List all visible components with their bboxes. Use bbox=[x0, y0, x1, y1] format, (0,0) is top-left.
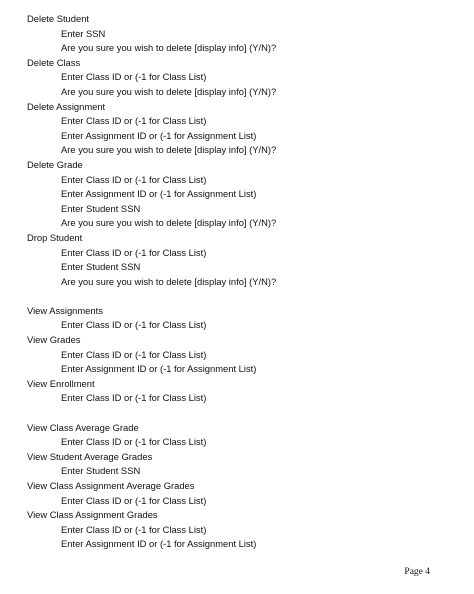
prompt-line: Enter Class ID or (-1 for Class List) bbox=[61, 319, 207, 331]
section-heading: View Grades bbox=[27, 334, 81, 346]
prompt-line: Enter SSN bbox=[61, 27, 106, 39]
section-heading: Drop Student bbox=[27, 231, 83, 243]
prompt-line: Are you sure you wish to delete [display info] (Y/N)? bbox=[61, 85, 277, 97]
section-heading: Delete Student bbox=[27, 13, 90, 24]
blank-line bbox=[0, 289, 474, 304]
section-heading: Delete Grade bbox=[27, 158, 83, 170]
prompt-line: Are you sure you wish to delete [display info] (Y/N)? bbox=[61, 144, 277, 156]
prompt-line: Enter Student SSN bbox=[61, 465, 141, 477]
prompt-line: Are you sure you wish to delete [display info] (Y/N)? bbox=[61, 217, 277, 229]
prompt-line: Enter Class ID or (-1 for Class List) bbox=[61, 494, 207, 506]
section-heading: View Class Average Grade bbox=[27, 421, 139, 433]
page-number: Page 4 bbox=[404, 567, 430, 577]
prompt-line: Enter Class ID or (-1 for Class List) bbox=[61, 115, 207, 127]
section-heading: Delete Assignment bbox=[27, 100, 106, 112]
prompt-line: Enter Class ID or (-1 for Class List) bbox=[61, 348, 207, 360]
section-heading: View Class Assignment Grades bbox=[27, 509, 158, 521]
section-heading: View Enrollment bbox=[27, 377, 95, 389]
prompt-line: Enter Class ID or (-1 for Class List) bbox=[61, 246, 207, 258]
blank-line bbox=[0, 406, 474, 421]
section-heading: Delete Class bbox=[27, 56, 81, 68]
prompt-line: Are you sure you wish to delete [display info] (Y/N)? bbox=[61, 275, 277, 287]
prompt-line: Enter Class ID or (-1 for Class List) bbox=[61, 436, 207, 448]
prompt-line: Enter Assignment ID or (-1 for Assignment List) bbox=[61, 538, 257, 550]
prompt-line: Enter Student SSN bbox=[61, 261, 141, 273]
prompt-line: Enter Assignment ID or (-1 for Assignment List) bbox=[61, 363, 257, 375]
prompt-line: Enter Class ID or (-1 for Class List) bbox=[61, 392, 207, 404]
document-body bbox=[0, 12, 474, 552]
section-heading: View Student Average Grades bbox=[27, 450, 153, 462]
prompt-line: Enter Student SSN bbox=[61, 202, 141, 214]
prompt-line: Are you sure you wish to delete [display info] (Y/N)? bbox=[61, 42, 277, 54]
prompt-line: Enter Class ID or (-1 for Class List) bbox=[61, 523, 207, 535]
prompt-line: Enter Class ID or (-1 for Class List) bbox=[61, 71, 207, 83]
prompt-line: Enter Assignment ID or (-1 for Assignment List) bbox=[61, 188, 257, 200]
section-heading: View Class Assignment Average Grades bbox=[27, 480, 195, 491]
prompt-line: Enter Assignment ID or (-1 for Assignment List) bbox=[61, 129, 257, 141]
section-heading: View Assignments bbox=[27, 304, 103, 316]
prompt-line: Enter Class ID or (-1 for Class List) bbox=[61, 173, 207, 185]
